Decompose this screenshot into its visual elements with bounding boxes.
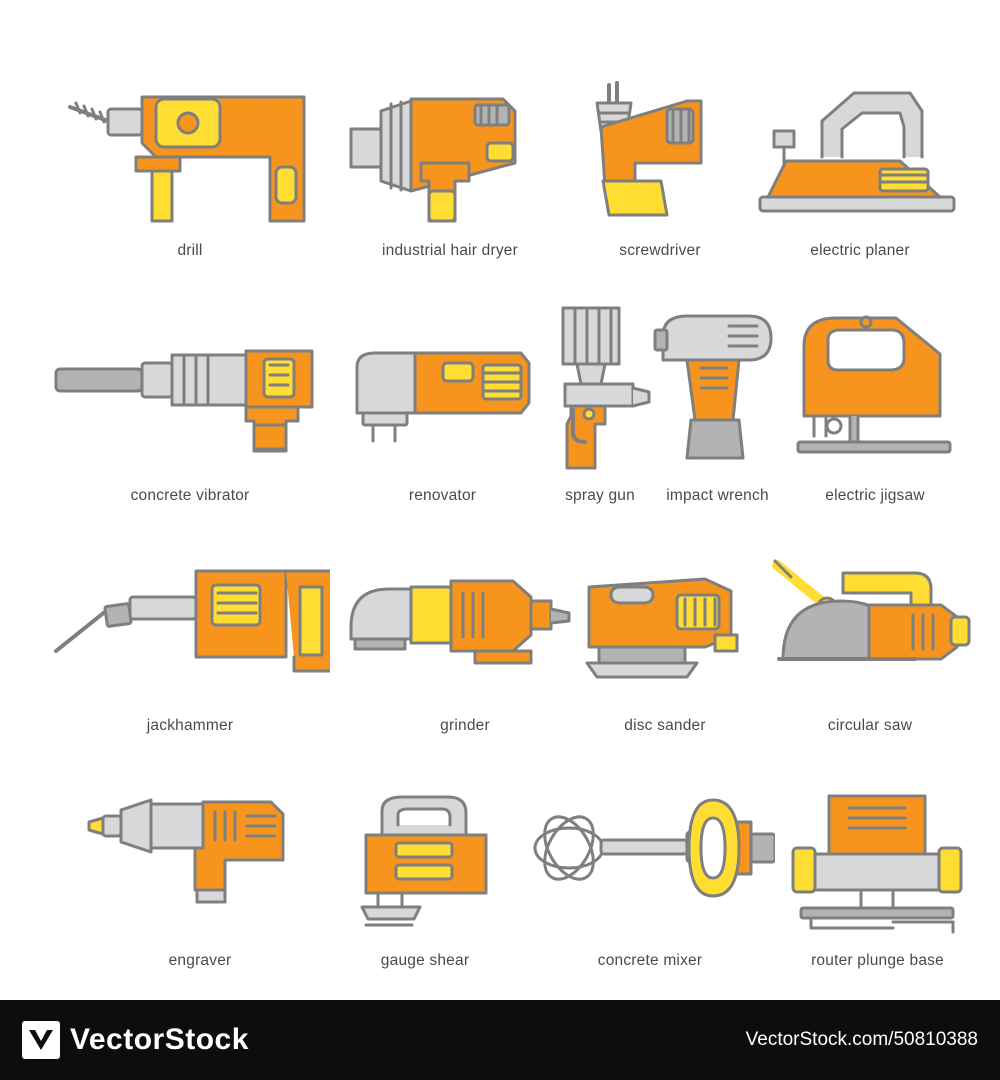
- icon-cell-disc-sander[interactable]: [560, 525, 770, 735]
- icon-caption: circular saw: [827, 717, 913, 734]
- icon-cell-engraver[interactable]: [70, 760, 330, 970]
- icon-cell-renovator[interactable]: [335, 285, 550, 505]
- image-credit: VectorStock.com/50810388: [745, 1029, 978, 1050]
- spray-gun-icon: [540, 296, 660, 481]
- gauge-shear-icon: [335, 776, 515, 946]
- icon-caption: renovator: [408, 487, 477, 504]
- icon-cell-screwdriver[interactable]: [570, 40, 750, 260]
- icon-cell-jackhammer[interactable]: [50, 525, 330, 735]
- icon-caption: engraver: [168, 952, 232, 969]
- brand: [22, 1021, 249, 1059]
- icon-caption: concrete vibrator: [130, 487, 250, 504]
- footer-bar: [0, 1000, 1000, 1080]
- icon-caption: gauge shear: [380, 952, 470, 969]
- icon-caption: impact wrench: [666, 487, 769, 504]
- icon-cell-spray-gun[interactable]: [540, 270, 660, 505]
- icon-caption: concrete mixer: [597, 952, 703, 969]
- icon-cell-electric-planer[interactable]: [745, 40, 975, 260]
- electric-jigsaw-icon: [775, 296, 975, 481]
- icon-cell-impact-wrench[interactable]: [650, 270, 785, 505]
- icon-cell-circular-saw[interactable]: [760, 525, 980, 735]
- grinder-icon: [340, 541, 590, 711]
- concrete-mixer-icon: [520, 776, 780, 946]
- icon-cell-gauge-shear[interactable]: [335, 760, 515, 970]
- icon-caption: jackhammer: [146, 717, 234, 734]
- renovator-icon: [335, 311, 550, 481]
- icon-caption: disc sander: [624, 717, 706, 734]
- icon-caption: router plunge base: [811, 952, 944, 969]
- impact-wrench-icon: [650, 296, 785, 481]
- industrial-hair-dryer-icon: [330, 66, 570, 236]
- icon-cell-concrete-vibrator[interactable]: [50, 285, 330, 505]
- brand-name: VectorStock: [70, 1023, 249, 1056]
- disc-sander-icon: [560, 541, 770, 711]
- circular-saw-icon: [760, 541, 980, 711]
- icon-caption: grinder: [440, 717, 490, 734]
- icon-cell-grinder[interactable]: [340, 525, 590, 735]
- vectorstock-logo-icon: [22, 1021, 60, 1059]
- icon-caption: screwdriver: [619, 242, 701, 259]
- icon-cell-drill[interactable]: [60, 40, 320, 260]
- drill-icon: [60, 66, 320, 236]
- icon-cell-router-plunge-base[interactable]: [770, 760, 985, 970]
- icon-cell-industrial-hair-dryer[interactable]: [330, 40, 570, 260]
- jackhammer-icon: [50, 541, 330, 711]
- icon-cell-electric-jigsaw[interactable]: [775, 270, 975, 505]
- icon-caption: spray gun: [565, 487, 635, 504]
- engraver-icon: [70, 776, 330, 946]
- icon-caption: drill: [177, 242, 203, 259]
- icon-caption: industrial hair dryer: [381, 242, 518, 259]
- icon-cell-concrete-mixer[interactable]: [520, 760, 780, 970]
- electric-planer-icon: [745, 66, 975, 236]
- icon-caption: electric planer: [810, 242, 910, 259]
- screwdriver-icon: [570, 66, 750, 236]
- icon-caption: electric jigsaw: [825, 487, 925, 504]
- router-plunge-base-icon: [770, 776, 985, 946]
- concrete-vibrator-icon: [50, 311, 330, 481]
